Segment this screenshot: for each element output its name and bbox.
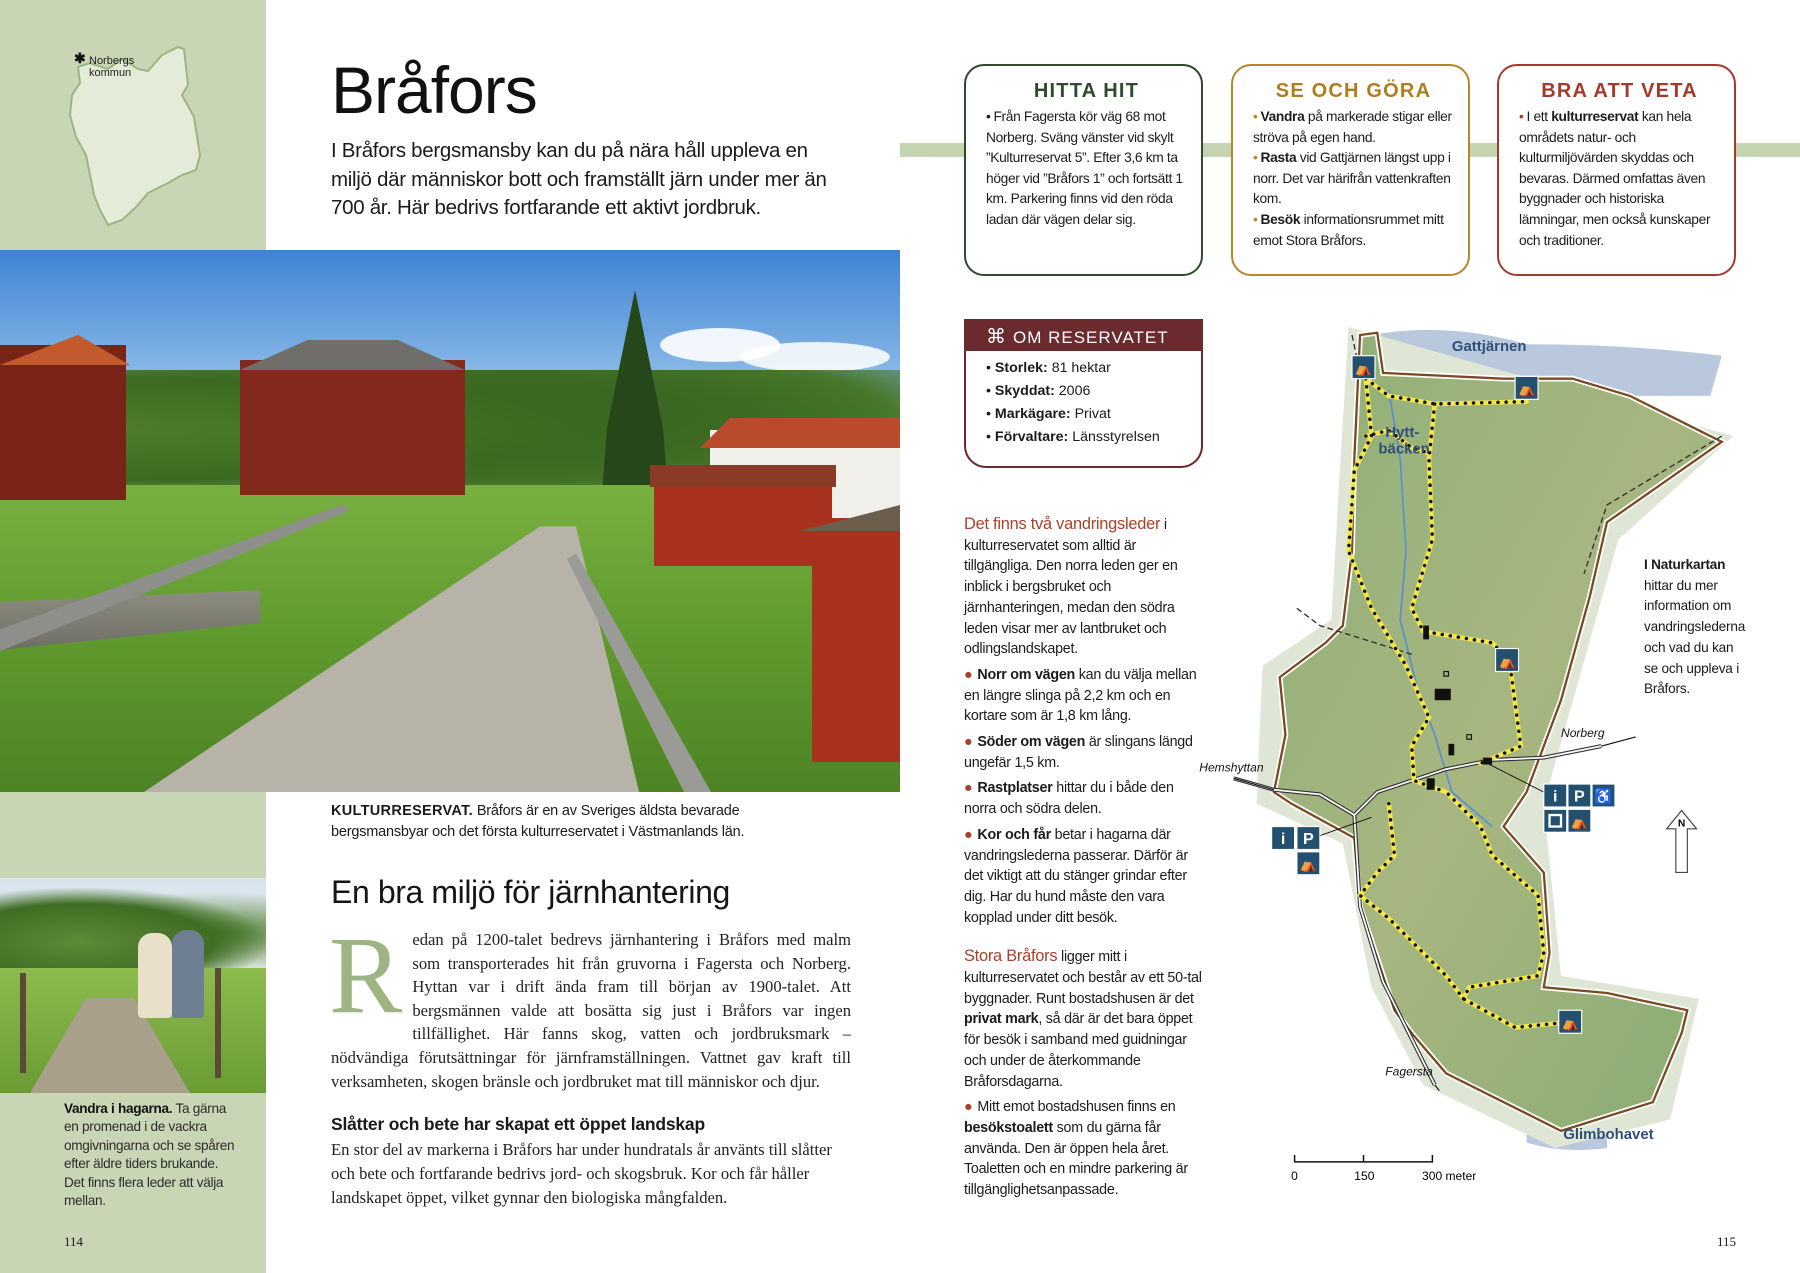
map-note-bold: I Naturkartan <box>1644 557 1726 572</box>
scale-label: 150 <box>1354 1169 1375 1184</box>
info-box-se-och-gora <box>1231 64 1470 276</box>
map-note-text: hittar du mer information om vandringslederna och vad du kan se och uppleva i Bråfors. <box>1644 577 1746 697</box>
info-item <box>1253 210 1454 251</box>
bullet-icon: • <box>986 109 991 124</box>
fact-label: Skyddat: <box>994 383 1055 399</box>
article-heading: En bra miljö för järnhantering <box>331 874 730 910</box>
fact-value: 81 hektar <box>1047 360 1111 376</box>
picnic-area-icon <box>1297 852 1320 875</box>
stora-pre: ligger mitt i kulturreservatet och består av ett 50-tal byggnader. Runt bostadshusen är det <box>964 949 1202 1007</box>
fact-label: Förvaltare: <box>994 429 1069 445</box>
toilet-icon <box>1544 809 1567 832</box>
svg-text:⛺: ⛺ <box>1354 360 1373 376</box>
info-item-bold: Vandra <box>1260 109 1305 124</box>
toilet-text: som du gärna får använda. Den är öppen hela året. Toaletten och en mindre parkering är tillgänglighetsanpassade. <box>964 1119 1188 1199</box>
trail-bullet-text: hittar du i både den norra och södra delen. <box>964 780 1174 818</box>
trail-bullet-bold: Rastplatser <box>977 780 1053 797</box>
photo-caption <box>331 801 831 843</box>
trail-bullet-text: kan du välja mellan en längre slinga på 2,2 km och en kortare som är 1,8 km lång. <box>964 666 1197 725</box>
trail-bullet <box>964 778 1204 819</box>
trails-column <box>964 514 1204 1206</box>
info-item-text: på markerade stigar eller ströva på egen hand. <box>1253 109 1452 145</box>
info-item <box>986 107 1187 231</box>
picnic-area-icon <box>1352 356 1375 379</box>
command-symbol-icon: ⌘ <box>986 326 1007 348</box>
svg-text:P: P <box>1303 829 1314 848</box>
village-photo <box>0 250 900 792</box>
parking-icon <box>1297 827 1320 850</box>
info-item-text: informationsrummet mitt emot Stora Bråfors. <box>1253 211 1444 248</box>
info-box-title: BRA ATT VETA <box>1541 80 1698 102</box>
map-label-hemshyttan: Hemshyttan <box>1199 760 1264 775</box>
info-item <box>1253 107 1454 148</box>
info-item-bold: kulturreservat <box>1551 109 1639 124</box>
trail-bullet <box>964 665 1204 727</box>
picnic-area-icon <box>1515 376 1538 399</box>
stora-bold: privat mark <box>964 1011 1039 1028</box>
page-title: Bråfors <box>331 53 537 127</box>
asterisk-marker-icon: ✱ <box>74 50 86 66</box>
trails-intro <box>964 514 1204 660</box>
fact-item: • Storlek: 81 hektar <box>986 360 1111 376</box>
map-label-hyttbacken-1: Hytt- <box>1385 424 1420 442</box>
wheelchair-icon <box>1592 784 1615 807</box>
parking-icon <box>1568 784 1591 807</box>
page-number-left: 114 <box>64 1234 84 1249</box>
svg-text:⛺: ⛺ <box>1561 1015 1579 1031</box>
map-label-hyttbacken-2: bäcken <box>1378 440 1430 458</box>
intro-text: I Bråfors bergsmansby kan du på nära håll uppleva en miljö där människor bott och framställt järn under mer än 700 år. Här bedrivs fortfarande ett aktivt jordbruk. <box>331 139 827 219</box>
svg-text:♿: ♿ <box>1594 788 1613 806</box>
info-item <box>1253 148 1454 210</box>
page-number-right: 115 <box>1717 1234 1737 1249</box>
stora-text: , så där är det bara öppet för besök i samband med guidningar och under de återkommande Bråforsdagarna. <box>964 1011 1193 1090</box>
map-label-glimbohavet: Glimbohavet <box>1563 1125 1654 1143</box>
svg-text:⛺: ⛺ <box>1570 814 1588 830</box>
trails-lead: Det finns två vandringsleder <box>964 515 1161 533</box>
picnic-area-icon <box>1496 649 1519 672</box>
svg-text:i: i <box>1553 787 1558 806</box>
info-item-text: vid Gattjärnen längst upp i norr. Det var härifrån vattenkraften kom. <box>1253 150 1451 207</box>
picnic-area-icon <box>1568 809 1591 832</box>
svg-text:⛺: ⛺ <box>1517 381 1536 397</box>
fact-item: • Markägare: Privat <box>986 406 1111 422</box>
map-label-gattjarnen: Gattjärnen <box>1451 338 1527 356</box>
municipality-locator-map <box>50 25 220 230</box>
bullet-icon: ● <box>964 734 973 751</box>
north-label: N <box>1677 818 1686 830</box>
info-item <box>1519 107 1720 251</box>
fact-item: • Förvaltare: Länsstyrelsen <box>986 429 1160 445</box>
scale-label: 0 <box>1291 1169 1298 1184</box>
bullet-icon: ● <box>964 666 973 683</box>
trail-bullet-bold: Kor och får <box>977 826 1051 843</box>
fact-value: 2006 <box>1054 383 1091 399</box>
article-subheading: Slåtter och bete har skapat ett öppet landskap <box>331 1114 705 1134</box>
fact-value: Länsstyrelsen <box>1068 429 1160 445</box>
bullet-icon: ● <box>964 826 973 843</box>
scale-bar <box>1242 1146 1487 1190</box>
svg-text:P: P <box>1574 787 1585 806</box>
bullet-icon: • <box>1253 211 1258 227</box>
map-label-norberg: Norberg <box>1561 725 1605 740</box>
trail-bullet <box>964 825 1204 929</box>
fact-label: Storlek: <box>994 360 1048 376</box>
trails-text: i kulturreservatet som alltid är tillgängliga. Den norra leden ger en inblick i bergsbruket och järnhanteringen, medan den södra leden visar mer av lantbruket och odlingslandskapet. <box>964 517 1178 658</box>
map-label-fagersta: Fagersta <box>1385 1064 1433 1079</box>
info-item-pre: I ett <box>1526 109 1552 124</box>
reserve-facts-box <box>964 319 1203 468</box>
info-item-text: kan hela områdets natur- och kulturmiljövärden skyddas och bevaras. Därmed omfattas även byggnader och historiska lämningar, men också kunskaper och traditioner. <box>1519 109 1711 248</box>
info-item-bold: Besök <box>1260 211 1301 227</box>
toilet-pre: Mitt emot bostadshusen finns en <box>977 1099 1176 1116</box>
svg-text:⛺: ⛺ <box>1299 857 1317 873</box>
caption-label: KULTURRESERVAT. <box>331 803 473 819</box>
reserve-facts-title: OM RESERVATET <box>1013 328 1169 347</box>
article-body <box>329 914 851 1093</box>
bullet-icon: • <box>1519 109 1524 124</box>
locator-label-2: kommun <box>89 67 132 79</box>
info-box-title: SE OCH GÖRA <box>1275 80 1432 102</box>
trail-bullet-text: betar i hagarna där vandringslederna passerar. Därför är det viktigt att du stänger grindar efter dig. Har du hund måste den vara kopplad under ditt besök. <box>964 826 1188 926</box>
info-box-bra-att-veta <box>1497 64 1736 276</box>
map-note <box>1644 555 1744 700</box>
bullet-icon: • <box>1253 150 1258 166</box>
bullet-icon: • <box>1253 109 1258 124</box>
fact-item: • Skyddat: 2006 <box>986 383 1091 399</box>
bullet-icon: ● <box>964 780 973 797</box>
stora-lead: Stora Bråfors <box>964 947 1058 966</box>
caption-text: Bråfors är en av Sveriges äldsta bevarade bergsmansbyar och det första kulturreservatet i Västmanlands län. <box>331 803 745 840</box>
info-item-text: Från Fagersta kör väg 68 mot Norberg. Sväng vänster vid skylt ”Kulturreservat 5”. Efter 3,6 km ta höger vid ”Bråfors 1” och fortsätt 1 km. Parkering finns vid den röda ladan där vägen delar sig. <box>986 109 1183 227</box>
svg-text:⛺: ⛺ <box>1498 653 1516 669</box>
svg-text:i: i <box>1280 829 1286 848</box>
info-box-hitta-hit <box>964 64 1203 276</box>
info-box-title: HITTA HIT <box>1033 80 1140 102</box>
info-icon <box>1272 827 1295 850</box>
reserve-facts-header <box>966 319 1201 351</box>
trail-bullet <box>964 732 1204 773</box>
info-item-bold: Rasta <box>1260 150 1297 166</box>
trail-bullet-bold: Norr om vägen <box>977 666 1076 683</box>
trail-bullet-text: är slingans längd ungefär 1,5 km. <box>964 734 1193 771</box>
reserve-map <box>1199 327 1745 1194</box>
side-caption-text: Ta gärna en promenad i de vackra omgivningarna och se spåren efter äldre tiders brukande. Det finns flera leder att välja mellan. <box>64 1101 235 1209</box>
trail-bullet-bold: Söder om vägen <box>977 734 1086 751</box>
side-caption <box>64 1100 239 1210</box>
stora-brafors-text <box>964 946 1204 1092</box>
side-caption-label: Vandra i hagarna. <box>64 1101 173 1116</box>
picnic-area-icon <box>1559 1010 1582 1033</box>
drop-cap: R <box>329 914 403 1036</box>
scale-label: 300 meter <box>1422 1169 1477 1184</box>
walkers-photo <box>0 878 266 1093</box>
fact-value: Privat <box>1070 406 1111 422</box>
article-body-2: En stor del av markerna i Bråfors har under hundratals år använts till slåtter och bete och fortfarande bedrivs jord- och skogsbruk. Kor och får håller landskapet öppet, vilket gynnar den biologiska mångfalden. <box>331 1140 832 1207</box>
bullet-icon: ● <box>964 1099 973 1116</box>
locator-label-1: Norbergs <box>89 55 135 67</box>
fact-label: Markägare: <box>994 406 1071 422</box>
toilet-bold: besökstoalett <box>964 1119 1053 1136</box>
info-icon <box>1544 784 1567 807</box>
toilet-bullet <box>964 1097 1204 1201</box>
article-body-text: edan på 1200-talet bedrevs järnhantering i Bråfors med malm som transporterades hit från gruvorna i Fagersta och Norberg. Hyttan var i drift ända fram till början av 1900-talet. Att bergsmännen valde att bosätta sig just i Bråfors var ingen tillfällighet. Här fanns skog, vatten och jordbruksmark – nödvändiga förutsättningar för järnframställningen. Vattnet gav kraft till verksamheten, skogen bränsle och jordbruket mat till människor och djur. <box>331 930 851 1091</box>
